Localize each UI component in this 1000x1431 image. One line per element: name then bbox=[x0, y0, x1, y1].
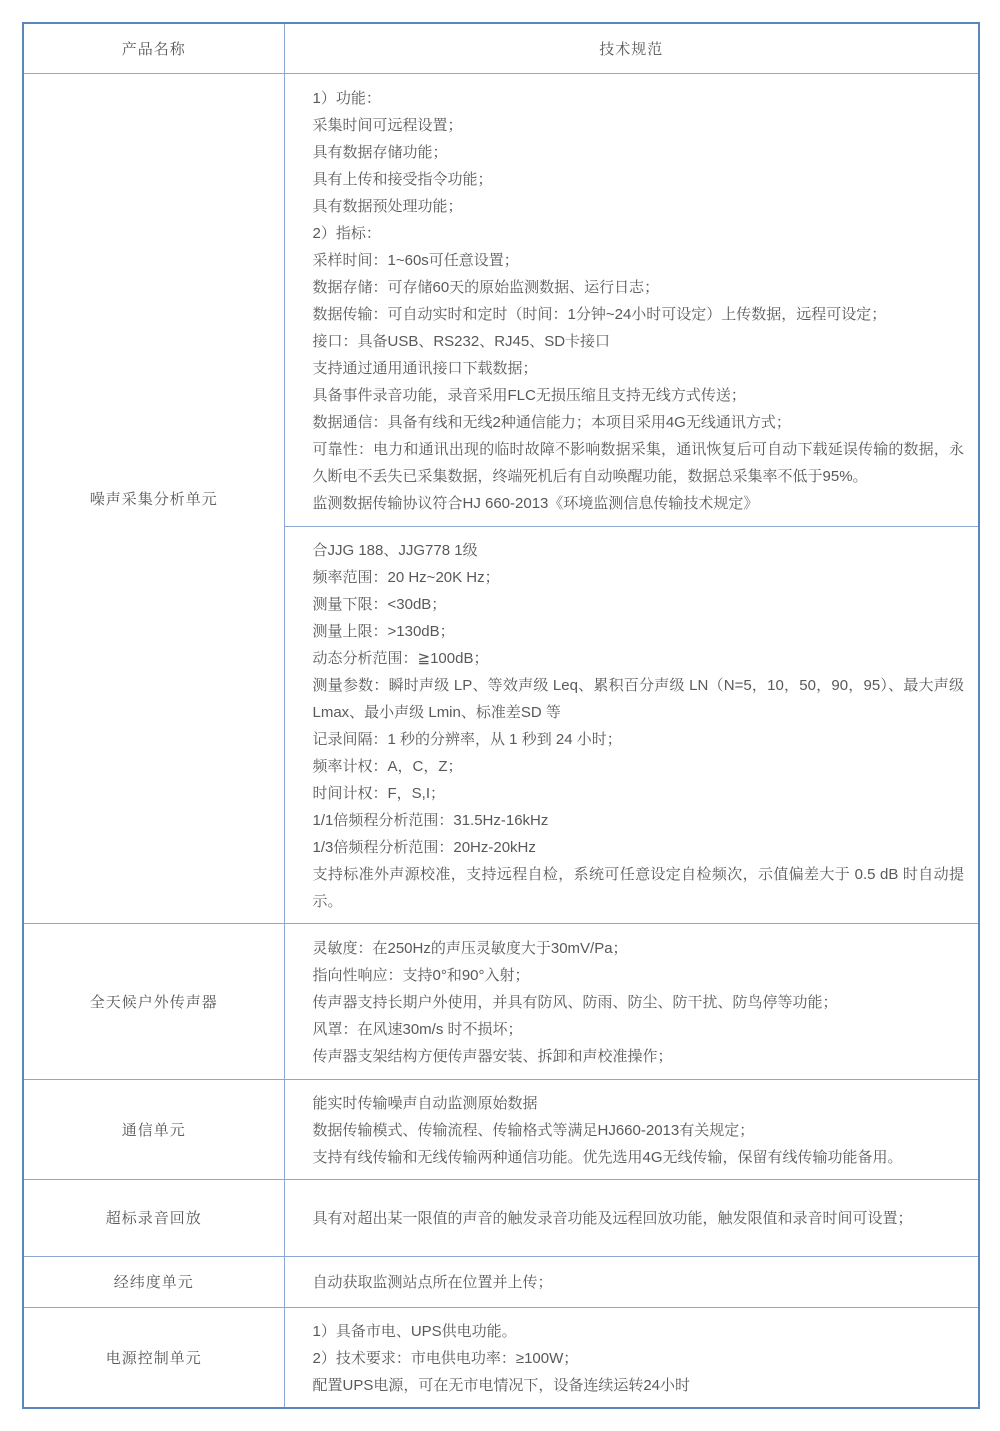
spec-line: 2）指标： bbox=[312, 224, 381, 242]
header-row bbox=[23, 23, 979, 73]
spec-line: 测量下限：<30dB； bbox=[312, 595, 447, 613]
spec-line: 合JJG 188、JJG778 1级 bbox=[312, 541, 478, 559]
tech-spec-cell bbox=[284, 923, 979, 1079]
spec-line: 具有对超出某一限值的声音的触发录音功能及远程回放功能，触发限值和录音时间可设置； bbox=[312, 1210, 913, 1227]
spec-line: 1）具备市电、UPS供电功能。 bbox=[312, 1322, 517, 1340]
spec-line: 时间计权：F，S,I； bbox=[312, 784, 446, 802]
table-row bbox=[23, 1179, 979, 1256]
product-name-label: 全天候户外传声器 bbox=[89, 993, 218, 1011]
spec-line: 动态分析范围：≧100dB； bbox=[312, 649, 489, 667]
spec-line: 传声器支架结构方便传声器安装、拆卸和声校准操作； bbox=[312, 1047, 673, 1065]
product-name-cell bbox=[23, 1179, 284, 1256]
spec-line: 记录间隔：1 秒的分辨率，从 1 秒到 24 小时； bbox=[312, 730, 622, 748]
product-name-cell bbox=[23, 1256, 284, 1307]
spec-line: 指向性响应：支持0°和90°入射； bbox=[312, 966, 530, 984]
spec-line: 传声器支持长期户外使用，并具有防风、防雨、防尘、防干扰、防鸟停等功能； bbox=[312, 993, 838, 1011]
tech-spec-cell bbox=[284, 1079, 979, 1179]
product-name-cell bbox=[23, 1307, 284, 1408]
spec-line: 接口：具备USB、RS232、RJ45、SD卡接口 bbox=[312, 332, 611, 350]
tech-spec-cell bbox=[284, 526, 979, 923]
tech-spec-cell bbox=[284, 73, 979, 526]
product-name-label: 通信单元 bbox=[121, 1121, 186, 1139]
spec-line: 具有上传和接受指令功能； bbox=[312, 170, 493, 188]
product-name-label: 经纬度单元 bbox=[113, 1274, 194, 1291]
product-name-cell bbox=[23, 1079, 284, 1179]
table-row bbox=[23, 1307, 979, 1408]
table-row bbox=[23, 73, 979, 526]
spec-line: 1）功能： bbox=[312, 89, 381, 107]
table-row bbox=[23, 1079, 979, 1179]
product-name-label: 电源控制单元 bbox=[105, 1349, 202, 1367]
tech-spec-cell bbox=[284, 1179, 979, 1256]
spec-line: 可靠性：电力和通讯出现的临时故障不影响数据采集，通讯恢复后可自动下载延误传输的数据，永久断电不丢失已采集数据，终端死机后有自动唤醒功能，数据总采集率不低于95%。 bbox=[312, 440, 964, 485]
product-name-cell bbox=[23, 73, 284, 923]
spec-line: 数据传输模式、传输流程、传输格式等满足HJ660-2013有关规定； bbox=[312, 1121, 755, 1139]
spec-line: 采样时间：1~60s可任意设置； bbox=[312, 251, 519, 269]
tech-spec-cell bbox=[284, 1256, 979, 1307]
spec-line: 数据传输：可自动实时和定时（时间：1分钟~24小时可设定）上传数据，远程可设定； bbox=[312, 305, 887, 323]
spec-line: 支持通过通用通讯接口下载数据； bbox=[312, 359, 538, 377]
spec-line: 频率范围：20 Hz~20K Hz； bbox=[312, 568, 500, 586]
product-name-cell bbox=[23, 923, 284, 1079]
spec-line: 配置UPS电源，可在无市电情况下，设备连续运转24小时 bbox=[312, 1376, 691, 1394]
product-name-label: 超标录音回放 bbox=[105, 1210, 202, 1227]
spec-line: 2）技术要求：市电供电功率：≥100W； bbox=[312, 1349, 579, 1367]
spec-line: 测量参数：瞬时声级 LP、等效声级 Leq、累积百分声级 LN（N=5，10，50，90，95）、最大声级 Lmax、最小声级 Lmin、标准差SD 等 bbox=[312, 676, 964, 721]
spec-line: 数据通信：具备有线和无线2种通信能力；本项目采用4G无线通讯方式； bbox=[312, 413, 791, 431]
spec-line: 频率计权：A，C，Z； bbox=[312, 757, 463, 775]
spec-line: 具备事件录音功能，录音采用FLC无损压缩且支持无线方式传送； bbox=[312, 386, 746, 404]
spec-line: 1/3倍频程分析范围：20Hz-20kHz bbox=[312, 838, 536, 856]
spec-line: 具有数据存储功能； bbox=[312, 143, 448, 161]
spec-line: 支持标准外声源校准，支持远程自检，系统可任意设定自检频次，示值偏差大于 0.5 dB 时自动提示。 bbox=[312, 865, 964, 910]
column-header-tech-spec: 技术规范 bbox=[284, 23, 979, 73]
spec-line: 自动获取监测站点所在位置并上传； bbox=[312, 1274, 553, 1291]
spec-line: 采集时间可远程设置； bbox=[312, 116, 463, 134]
spec-table bbox=[22, 22, 980, 1409]
spec-line: 监测数据传输协议符合HJ 660-2013《环境监测信息传输技术规定》 bbox=[312, 494, 759, 512]
spec-line: 灵敏度：在250Hz的声压灵敏度大于30mV/Pa； bbox=[312, 939, 628, 957]
table-row bbox=[23, 1256, 979, 1307]
spec-line: 支持有线传输和无线传输两种通信功能。优先选用4G无线传输，保留有线传输功能备用。 bbox=[312, 1148, 903, 1166]
spec-line: 具有数据预处理功能； bbox=[312, 197, 463, 215]
table-row bbox=[23, 923, 979, 1079]
product-name-label: 噪声采集分析单元 bbox=[89, 490, 218, 508]
spec-line: 测量上限：>130dB； bbox=[312, 622, 455, 640]
tech-spec-cell bbox=[284, 1307, 979, 1408]
spec-line: 风罩：在风速30m/s 时不损坏； bbox=[312, 1020, 523, 1038]
spec-line: 能实时传输噪声自动监测原始数据 bbox=[312, 1094, 538, 1112]
spec-line: 1/1倍频程分析范围：31.5Hz-16kHz bbox=[312, 811, 549, 829]
column-header-product-name: 产品名称 bbox=[23, 23, 284, 73]
spec-line: 数据存储：可存储60天的原始监测数据、运行日志； bbox=[312, 278, 660, 296]
